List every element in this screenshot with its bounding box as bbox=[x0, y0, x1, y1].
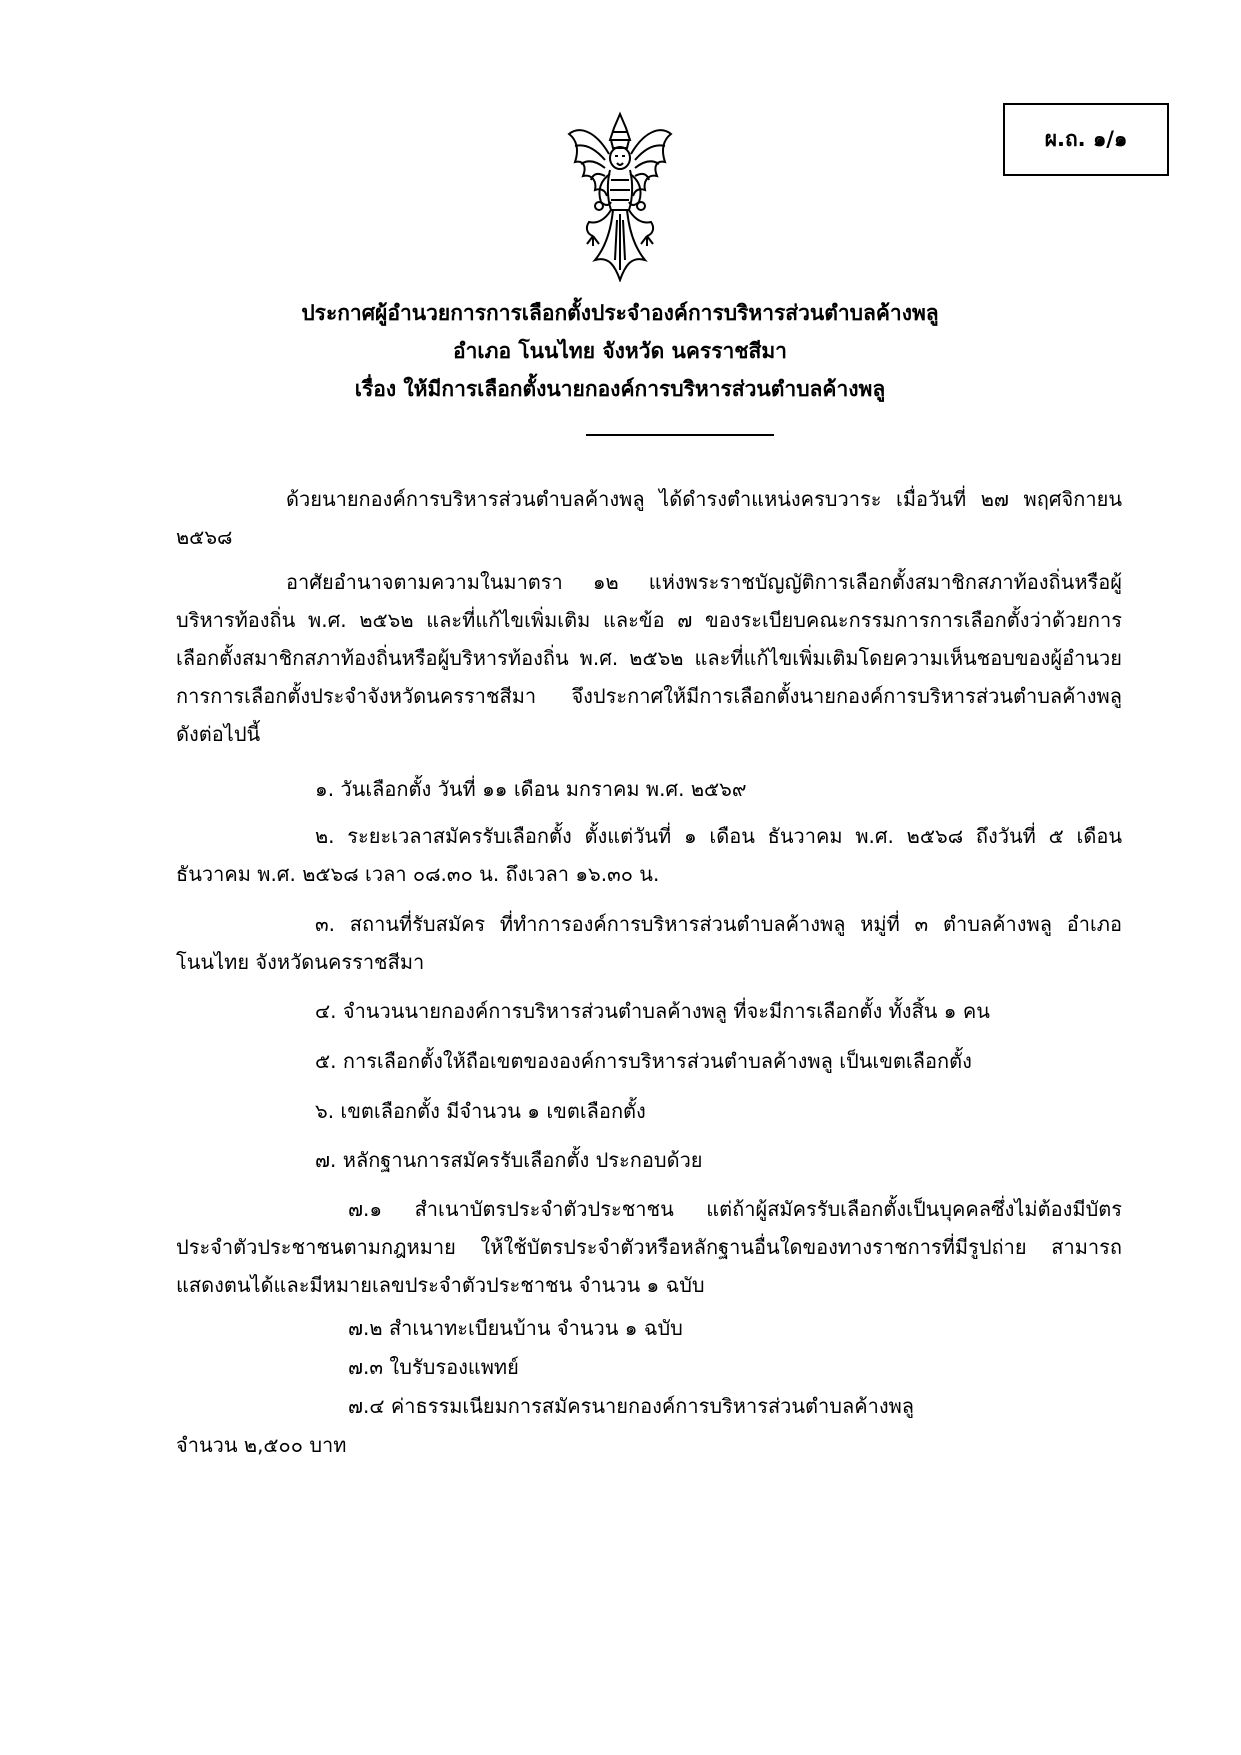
item-election-date: ๑. วันเลือกตั้ง วันที่ ๑๑ เดือน มกราคม พ.ศ. ๒๕๖๙ bbox=[315, 777, 747, 801]
announcement-title: ประกาศผู้อำนวยการการเลือกตั้งประจำองค์การบริหารส่วนตำบลค้างพลู bbox=[301, 301, 939, 325]
item-house-registration-copy: ๗.๒ สำเนาทะเบียนบ้าน จำนวน ๑ ฉบับ bbox=[348, 1316, 683, 1340]
subject-line: เรื่อง ให้มีการเลือกตั้งนายกองค์การบริหารส่วนตำบลค้างพลู bbox=[354, 377, 886, 401]
item-application-place: ๓. สถานที่รับสมัคร ที่ทำการองค์การบริหารส่วนตำบลค้างพลู หมู่ที่ ๓ ตำบลค้างพลู อำเภอโนนไทย จังหวัดนครราชสีมา bbox=[176, 912, 1122, 974]
item-medical-certificate: ๗.๓ ใบรับรองแพทย์ bbox=[348, 1355, 519, 1379]
garuda-emblem-icon bbox=[565, 110, 675, 282]
item-application-fee-amount: จำนวน ๒,๕๐๐ บาท bbox=[176, 1433, 347, 1457]
item-application-fee: ๗.๔ ค่าธรรมเนียมการสมัครนายกองค์การบริหารส่วนตำบลค้างพลู bbox=[348, 1394, 915, 1418]
item-id-card-copy: ๗.๑ สำเนาบัตรประจำตัวประชาชน แต่ถ้าผู้สมัครรับเลือกตั้งเป็นบุคคลซึ่งไม่ต้องมีบัตรประจำตัวประชาชนตามกฎหมาย ให้ใช้บัตรประจำตัวหรือหลักฐานอื่นใดของทางราชการที่มีรูปถ่าย สามารถแสดงตนได้และมีหมายเลขประจำตัวประชาชน จำนวน ๑ ฉบับ bbox=[176, 1197, 1122, 1297]
item-electoral-area: ๕. การเลือกตั้งให้ถือเขตขององค์การบริหารส่วนตำบลค้างพลู เป็นเขตเลือกตั้ง bbox=[315, 1049, 972, 1073]
paragraph-legal-basis: อาศัยอำนาจตามความในมาตรา ๑๒ แห่งพระราชบัญญัติการเลือกตั้งสมาชิกสภาท้องถิ่นหรือผู้บริหารท้องถิ่น พ.ศ. ๒๕๖๒ และที่แก้ไขเพิ่มเติม และข้อ ๗ ของระเบียบคณะกรรมการการเลือกตั้งว่าด้วยการเลือกตั้งสมาชิกสภาท้องถิ่นหรือผู้บริหารท้องถิ่น พ.ศ. ๒๕๖๒ และที่แก้ไขเพิ่มเติมโดยความเห็นชอบของผู้อำนวยการการเลือกตั้งประจำจังหวัดนครราชสีมา จึงประกาศให้มีการเลือกตั้งนายกองค์การบริหารส่วนตำบลค้างพลู ดังต่อไปนี้ bbox=[176, 570, 1122, 746]
form-code: ผ.ถ. ๑/๑ bbox=[1044, 127, 1128, 151]
paragraph-term-end: ด้วยนายกองค์การบริหารส่วนตำบลค้างพลู ได้ดำรงตำแหน่งครบวาระ เมื่อวันที่ ๒๗ พฤศจิกายน ๒๕๖๘ bbox=[176, 487, 1122, 549]
item-number-of-districts: ๖. เขตเลือกตั้ง มีจำนวน ๑ เขตเลือกตั้ง bbox=[315, 1099, 646, 1123]
district-province-line: อำเภอ โนนไทย จังหวัด นครราชสีมา bbox=[453, 339, 787, 363]
title-underline bbox=[586, 434, 774, 436]
form-code-box bbox=[1003, 103, 1169, 176]
item-application-period: ๒. ระยะเวลาสมัครรับเลือกตั้ง ตั้งแต่วันที่ ๑ เดือน ธันวาคม พ.ศ. ๒๕๖๘ ถึงวันที่ ๕ เดือน ธันวาคม พ.ศ. ๒๕๖๘ เวลา ๐๘.๓๐ น. ถึงเวลา ๑๖.๓๐ น. bbox=[176, 824, 1122, 886]
item-number-of-positions: ๔. จำนวนนายกองค์การบริหารส่วนตำบลค้างพลู ที่จะมีการเลือกตั้ง ทั้งสิ้น ๑ คน bbox=[315, 999, 990, 1023]
item-required-documents: ๗. หลักฐานการสมัครรับเลือกตั้ง ประกอบด้วย bbox=[315, 1148, 703, 1172]
